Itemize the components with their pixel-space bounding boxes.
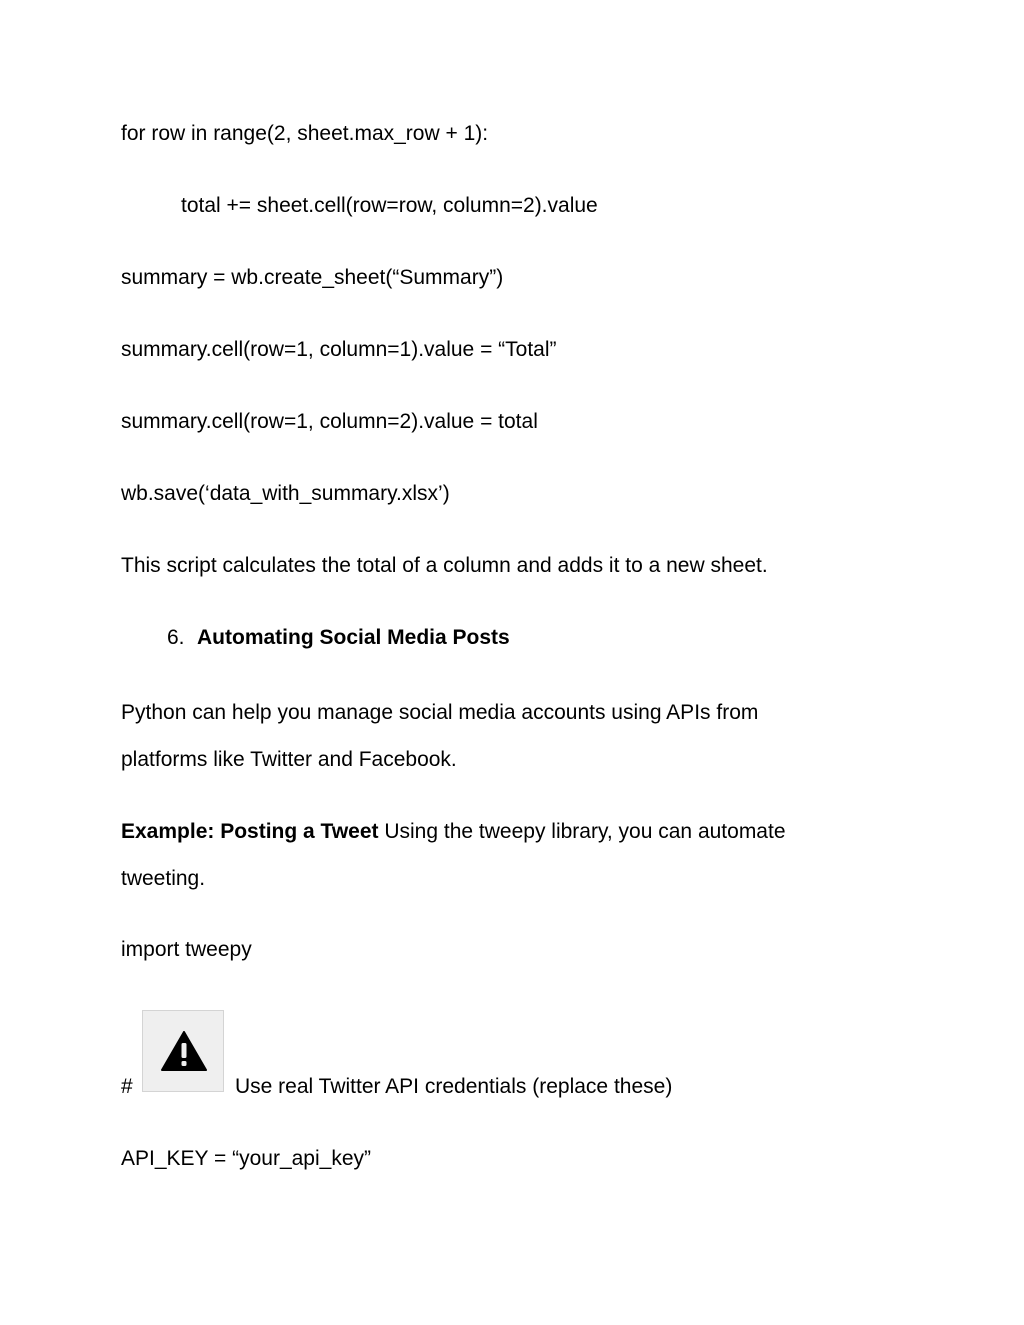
example-line-2: tweeting. [121,867,206,890]
intro-line-1: Python can help you manage social media accounts using APIs from [121,701,759,724]
comment-text: Use real Twitter API credentials (replace these) [235,1075,673,1098]
code-line-api-key: API_KEY = “your_api_key” [121,1147,372,1170]
section-title: Automating Social Media Posts [197,626,510,649]
paragraph-script-description: This script calculates the total of a column and adds it to a new sheet. [121,554,768,577]
section-number: 6. [167,626,185,649]
example-text: Using the tweepy library, you can automate [378,820,786,843]
warning-image [142,1010,224,1092]
code-line-total: total += sheet.cell(row=row, column=2).value [181,194,598,217]
code-line-import: import tweepy [121,938,252,961]
comment-hash: # [121,1075,133,1098]
code-line-cell-total-label: summary.cell(row=1, column=1).value = “Total” [121,338,557,361]
section-heading [167,625,510,651]
code-line-save: wb.save(‘data_with_summary.xlsx’) [121,482,450,505]
example-label: Example: Posting a Tweet [121,820,379,843]
code-line-create-sheet: summary = wb.create_sheet(“Summary”) [121,266,504,289]
warning-icon [161,1031,207,1071]
example-line-1 [121,819,786,845]
code-line-for-loop: for row in range(2, sheet.max_row + 1): [121,122,489,145]
code-line-cell-total-value: summary.cell(row=1, column=2).value = total [121,410,538,433]
intro-line-2: platforms like Twitter and Facebook. [121,748,457,771]
